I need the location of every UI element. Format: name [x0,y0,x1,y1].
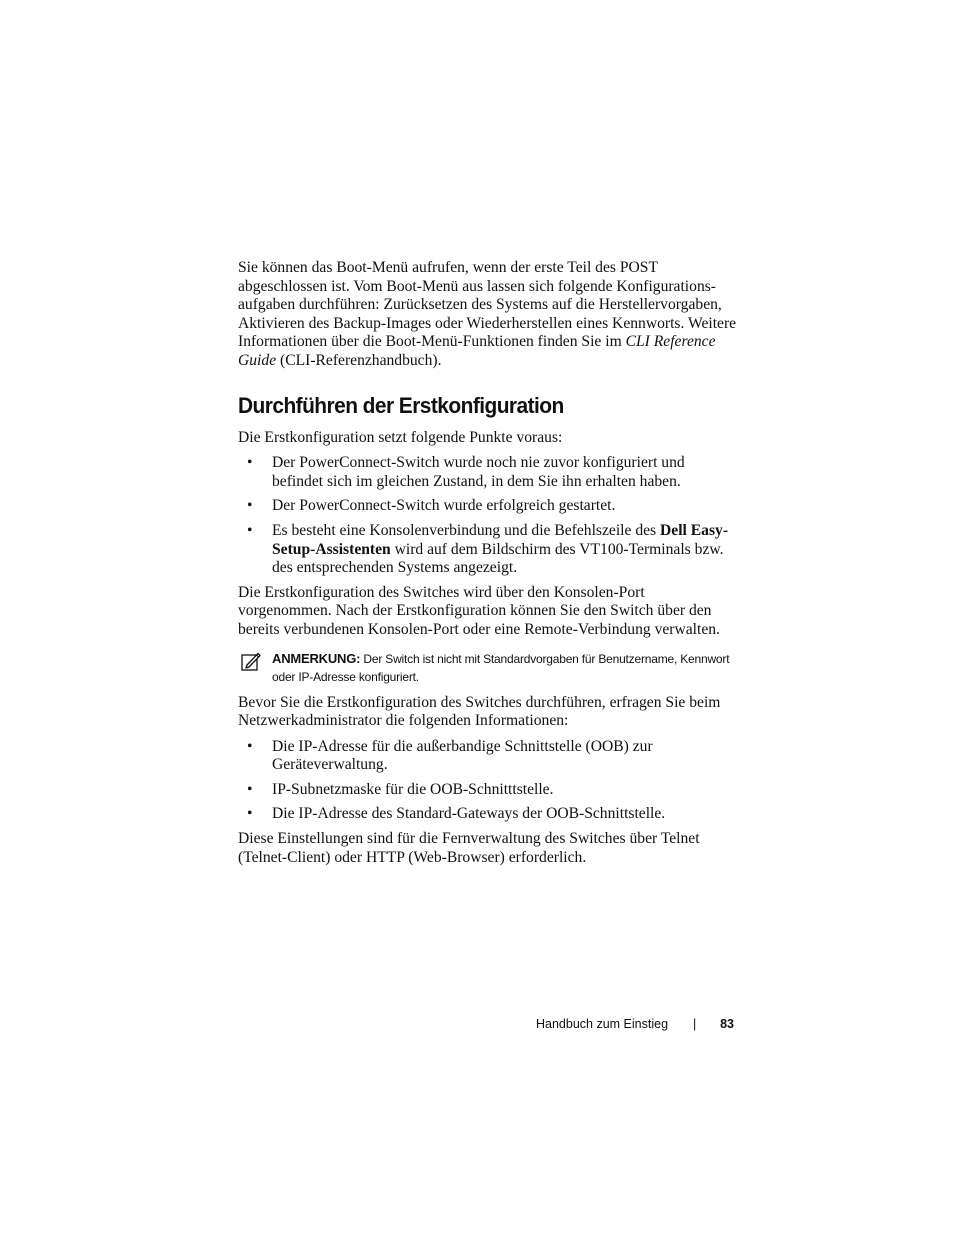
list-item [238,522,738,578]
section-heading: Durchführen der Erstkonfiguration [238,392,564,418]
bullet: • [247,497,253,515]
info-paragraph: Bevor Sie die Erstkonfiguration des Switches durchführen, erfragen Sie beim Netzwerkadministrator die folgenden Informationen: [238,693,721,730]
bullet: • [247,521,253,539]
list-item-text: Es besteht eine Konsolenverbindung und die Befehlszeile des [272,521,661,539]
prerequisites-list [238,454,738,578]
list-item [238,805,738,824]
list-item-text: Der PowerConnect-Switch wurde noch nie zuvor konfiguriert und befindet sich im gleichen Zustand, in dem Sie ihn erhalten haben. [272,454,685,490]
bullet: • [247,454,253,472]
list-item [238,497,738,516]
footer-separator: | [693,1017,697,1031]
intro-paragraph [238,259,738,371]
list-item-text: IP-Subnetzmaske für die OOB-Schnitttstelle. [272,780,554,798]
list-item [238,738,738,775]
footer-title: Handbuch zum Einstieg [536,1017,669,1031]
closing-paragraph: Diese Einstellungen sind für die Fernverwaltung des Switches über Telnet (Telnet-Client) oder HTTP (Web-Browser) erforderlich. [238,830,700,866]
page-body [238,259,738,867]
lead-paragraph: Die Erstkonfiguration setzt folgende Punkte voraus: [238,428,563,446]
note-box [238,650,738,686]
reference-title: CLI Reference Guide [238,333,716,369]
info-list [238,738,738,824]
list-item-text-end: wird auf dem Bildschirm des VT100-Terminals bzw. des entsprechenden Systems angezeigt. [272,540,724,577]
note-text: Der Switch ist nicht mit Standardvorgaben für Benutzername, Kennwort oder IP-Adresse konfiguriert. [272,651,730,684]
bullet: • [247,737,253,755]
note-pencil-icon [241,651,261,671]
console-paragraph: Die Erstkonfiguration des Switches wird über den Konsolen-Port vorgenommen. Nach der Erstkonfiguration können Sie den Switch über den bereits verbundenen Konsolen-Port oder eine Remote-Verbindung verwalten. [238,583,720,638]
list-item-text: Die IP-Adresse des Standard-Gateways der OOB-Schnittstelle. [272,805,666,823]
page-footer [536,1014,734,1034]
intro-text-end: (CLI-Referenzhandbuch). [276,351,442,369]
wizard-name: Dell Easy-Setup-Assistenten [272,521,729,558]
list-item-text: Der PowerConnect-Switch wurde erfolgreich gestartet. [272,497,616,515]
list-item [238,781,738,800]
intro-text: Sie können das Boot-Menü aufrufen, wenn der erste Teil des POST abgeschlossen ist. Vom Boot-Menü aus lassen sich folgende Konfigurations-aufgaben durchführen: Zurücksetzen des Systems auf die Herstellervorgaben, Aktivieren des Backup-Images oder Wiederherstellen eines Kennworts. Weitere Informationen über die Boot-Menü-Funktionen finden Sie im [238,259,737,351]
bullet: • [247,805,253,823]
list-item-text: Die IP-Adresse für die außerbandige Schnittstelle (OOB) zur Geräteverwaltung. [272,737,653,774]
page-number: 83 [720,1017,734,1031]
list-item [238,454,738,491]
note-label: ANMERKUNG: [272,650,361,666]
bullet: • [247,780,253,798]
